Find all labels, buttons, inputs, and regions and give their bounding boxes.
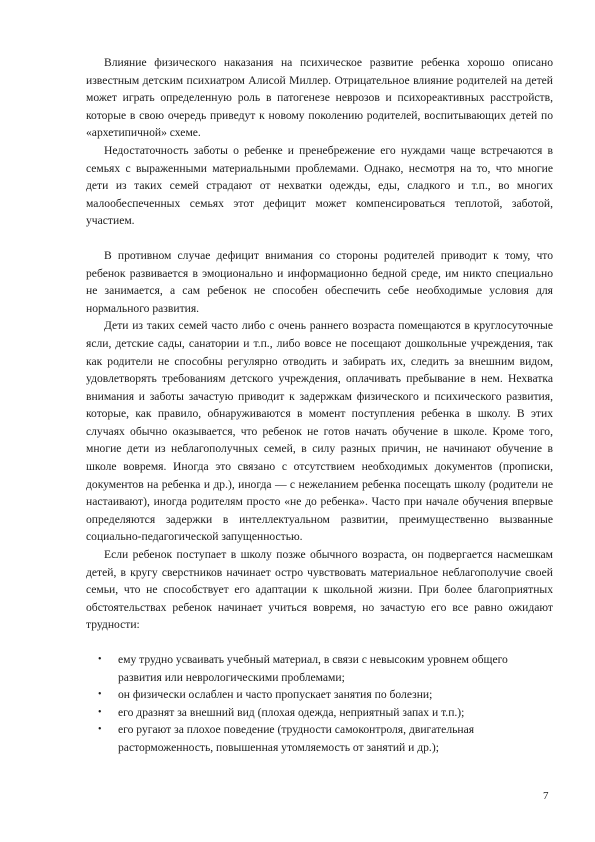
list-item-text: ему трудно усваивать учебный материал, в связи с невысоким уровнем общего развития или неврологическими проблемами; (118, 653, 508, 684)
list-item (86, 704, 553, 722)
paragraph-lack-of-care: Недостаточность заботы о ребенке и пренебрежение его нуждами чаще встречаются в семьях с выраженными материальными проблемами. Однако, несмотря на то, что многие дети из таких семей страдают от нехватки одежды, еды, сладкого и т.п., во многих малообеспеченных семьях этот дефицит может компенсироваться теплотой, заботой, участием. (86, 143, 553, 228)
bullet-icon: • (98, 689, 102, 701)
list-item (86, 721, 553, 756)
paragraph-late-school-entry: Если ребенок поступает в школу позже обычного возраста, он подвергается насмешкам детей, в кругу сверстников начинает остро чувствовать материальное неблагополучие своей семьи, что не способствует его адаптации к школьной жизни. При более благоприятных обстоятельствах ребенок начинает учиться вовремя, но зачастую его все равно ожидают трудности: (86, 548, 553, 632)
page-number: 7 (543, 790, 549, 802)
bullet-icon: • (98, 654, 102, 665)
paragraph-physical-punishment: Влияние физического наказания на психическое развитие ребенка хорошо описано известным детским психиатром Алисой Миллер. Отрицательное влияние родителей на детей может играть определенную роль в патогенезе неврозов и психореактивных расстройств, которые в свою очередь приведут к новому поколению родителей, воспитывающих детей по «архетипичной» схеме. (86, 56, 553, 140)
bullet-icon: • (98, 724, 102, 736)
list-item-text: его дразнят за внешний вид (плохая одежда, неприятный запах и т.п.); (118, 705, 465, 719)
list-item (86, 686, 553, 704)
page-body (86, 54, 553, 757)
list-item (86, 651, 553, 686)
list-item-text: его ругают за плохое поведение (трудности самоконтроля, двигательная расторможенность, повышенная утомляемость от занятий и др.); (118, 723, 475, 754)
paragraph-preschool-institutions: Дети из таких семей часто либо с очень раннего возраста помещаются в круглосуточные ясли, детские сады, санатории и т.п., либо вовсе не посещают дошкольные учреждения, так как родители не способны регулярно отводить и забирать их, следить за внешним видом, удовлетворять требованиям детского учреждения, оплачивать пребывание в нем. Нехватка внимания и заботы зачастую приводит к задержкам физического и психического развития, которые, как правило, обнаруживаются в момент поступления ребенка в школу. В этих случаях обычно оказывается, что ребенок не готов начать обучение в школе. Кроме того, многие дети из неблагополучных семей, в силу разных причин, не начинают обучение в школе вовремя. Иногда это связано с отсутствием необходимых документов (прописки, документов на ребенка и др.), иногда — с нежеланием ребенка посещать школу (родители не настаивают), иногда родителям просто «не до ребенка». Часто при начале обучения впервые определяются задержки в интеллектуальном развитии, преимущественно вызванные социально-педагогической запущенностью. (86, 319, 553, 544)
paragraph-attention-deficit: В противном случае дефицит внимания со стороны родителей приводит к тому, что ребенок развивается в эмоционально и информационно бедной среде, им никто специально не занимается, а сам ребенок не способен обеспечить себе необходимые условия для нормального развития. (86, 248, 553, 315)
difficulties-list (86, 651, 553, 757)
bullet-icon: • (98, 706, 102, 718)
list-item-text: он физически ослаблен и часто пропускает занятия по болезни; (118, 688, 433, 702)
